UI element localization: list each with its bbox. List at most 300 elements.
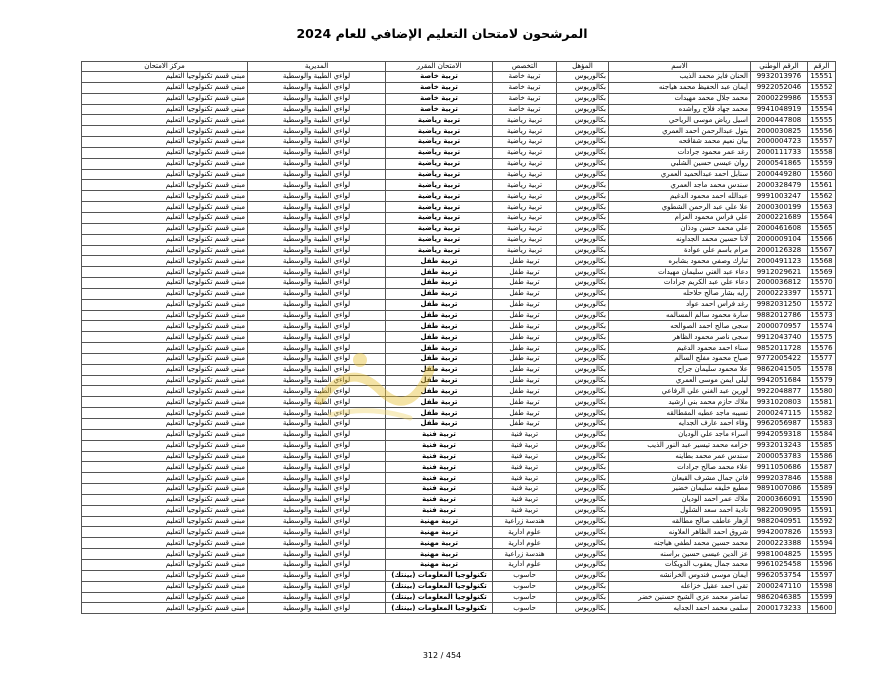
cell-exam-center: مبنى قسم تكنولوجيا التعليم <box>82 202 248 213</box>
cell-specialization: تربية طفل <box>493 408 557 419</box>
cell-national-id: 9772005422 <box>751 353 808 364</box>
cell-exam-center: مبنى قسم تكنولوجيا التعليم <box>82 484 248 495</box>
cell-exam: تربية مهنية <box>386 559 493 570</box>
cell-specialization: تربية طفل <box>493 321 557 332</box>
cell-specialization: تربية فنية <box>493 505 557 516</box>
cell-qualification: بكالوريوس <box>557 278 609 289</box>
cell-number: 15559 <box>808 158 836 169</box>
cell-national-id: 9942051684 <box>751 375 808 386</box>
cell-exam-center: مبنى قسم تكنولوجيا التعليم <box>82 527 248 538</box>
cell-exam-center: مبنى قسم تكنولوجيا التعليم <box>82 147 248 158</box>
table-row <box>82 419 836 430</box>
cell-directorate: لواءي الطيبة والوسطية <box>248 364 386 375</box>
cell-national-id: 2000004723 <box>751 137 808 148</box>
cell-national-id: 9862046385 <box>751 592 808 603</box>
cell-specialization: تربية طفل <box>493 343 557 354</box>
cell-exam-center: مبنى قسم تكنولوجيا التعليم <box>82 256 248 267</box>
cell-number: 15553 <box>808 93 836 104</box>
table-row <box>82 72 836 83</box>
cell-exam: تربية مهنية <box>386 538 493 549</box>
cell-qualification: بكالوريوس <box>557 310 609 321</box>
cell-number: 15586 <box>808 451 836 462</box>
cell-specialization: تربية رياضية <box>493 191 557 202</box>
cell-name: تبارك وصفي محمود بشابره <box>609 256 751 267</box>
cell-directorate: لواءي الطيبة والوسطية <box>248 484 386 495</box>
cell-directorate: لواءي الطيبة والوسطية <box>248 592 386 603</box>
cell-specialization: تربية خاصة <box>493 93 557 104</box>
cell-specialization: تربية رياضية <box>493 169 557 180</box>
cell-directorate: لواءي الطيبة والوسطية <box>248 147 386 158</box>
cell-exam: تربية طفل <box>386 397 493 408</box>
cell-national-id: 2000247115 <box>751 408 808 419</box>
cell-name: مطيع خليفه سليمان خضير <box>609 484 751 495</box>
cell-exam-center: مبنى قسم تكنولوجيا التعليم <box>82 462 248 473</box>
cell-name: ايمان عبد الحفيظ محمد هياجنه <box>609 82 751 93</box>
table-row <box>82 288 836 299</box>
table-row <box>82 212 836 223</box>
cell-exam-center: مبنى قسم تكنولوجيا التعليم <box>82 516 248 527</box>
cell-qualification: بكالوريوس <box>557 375 609 386</box>
cell-directorate: لواءي الطيبة والوسطية <box>248 245 386 256</box>
table-row <box>82 202 836 213</box>
cell-name: علاء محمد صالح جرادات <box>609 462 751 473</box>
cell-number: 15582 <box>808 408 836 419</box>
cell-directorate: لواءي الطيبة والوسطية <box>248 527 386 538</box>
col-header-number: الرقم <box>808 62 836 72</box>
cell-national-id: 9991003247 <box>751 191 808 202</box>
cell-name: علي فراس محمود العزام <box>609 212 751 223</box>
table-row <box>82 538 836 549</box>
cell-name: سجى صالح احمد الصوالحه <box>609 321 751 332</box>
cell-qualification: بكالوريوس <box>557 419 609 430</box>
cell-number: 15581 <box>808 397 836 408</box>
cell-directorate: لواءي الطيبة والوسطية <box>248 343 386 354</box>
col-header-specialization: التخصص <box>493 62 557 72</box>
cell-specialization: تربية طفل <box>493 364 557 375</box>
cell-number: 15583 <box>808 419 836 430</box>
cell-directorate: لواءي الطيبة والوسطية <box>248 332 386 343</box>
cell-exam: تربية طفل <box>386 332 493 343</box>
cell-number: 15554 <box>808 104 836 115</box>
table-row <box>82 169 836 180</box>
cell-exam: تربية رياضية <box>386 169 493 180</box>
cell-qualification: بكالوريوس <box>557 353 609 364</box>
cell-number: 15576 <box>808 343 836 354</box>
cell-name: الحنان فايز محمد الذيب <box>609 72 751 83</box>
cell-qualification: بكالوريوس <box>557 93 609 104</box>
cell-name: تقى احمد عقيل خزاعله <box>609 581 751 592</box>
cell-exam: تربية فنية <box>386 473 493 484</box>
table-row <box>82 386 836 397</box>
cell-exam: تربية رياضية <box>386 223 493 234</box>
cell-national-id: 9942059318 <box>751 429 808 440</box>
cell-name: عبدالله احمد محمود الدغيم <box>609 191 751 202</box>
table-row <box>82 256 836 267</box>
cell-specialization: تربية رياضية <box>493 202 557 213</box>
cell-qualification: بكالوريوس <box>557 570 609 581</box>
cell-national-id: 2000449280 <box>751 169 808 180</box>
cell-exam-center: مبنى قسم تكنولوجيا التعليم <box>82 451 248 462</box>
cell-national-id: 2000223388 <box>751 538 808 549</box>
cell-exam-center: مبنى قسم تكنولوجيا التعليم <box>82 234 248 245</box>
cell-national-id: 2000229986 <box>751 93 808 104</box>
candidates-table <box>81 61 836 614</box>
cell-directorate: لواءي الطيبة والوسطية <box>248 212 386 223</box>
cell-specialization: تربية طفل <box>493 256 557 267</box>
cell-exam: تربية مهنية <box>386 527 493 538</box>
cell-number: 15556 <box>808 126 836 137</box>
cell-national-id: 9961025458 <box>751 559 808 570</box>
table-row <box>82 158 836 169</box>
cell-qualification: بكالوريوس <box>557 408 609 419</box>
cell-national-id: 9941048919 <box>751 104 808 115</box>
watermark-logo <box>300 330 440 430</box>
cell-number: 15567 <box>808 245 836 256</box>
cell-directorate: لواءي الطيبة والوسطية <box>248 516 386 527</box>
cell-directorate: لواءي الطيبة والوسطية <box>248 440 386 451</box>
table-row <box>82 494 836 505</box>
table-row <box>82 191 836 202</box>
cell-name: روان عيسى حسين الشلبي <box>609 158 751 169</box>
cell-name: محمد جهاد فلاح رواشده <box>609 104 751 115</box>
cell-number: 15566 <box>808 234 836 245</box>
cell-national-id: 2000541865 <box>751 158 808 169</box>
cell-qualification: بكالوريوس <box>557 104 609 115</box>
table-row <box>82 505 836 516</box>
cell-number: 15595 <box>808 549 836 560</box>
cell-exam-center: مبنى قسم تكنولوجيا التعليم <box>82 440 248 451</box>
cell-exam: تربية فنية <box>386 462 493 473</box>
cell-qualification: بكالوريوس <box>557 494 609 505</box>
cell-exam-center: مبنى قسم تكنولوجيا التعليم <box>82 137 248 148</box>
col-header-qualification: المؤهل <box>557 62 609 72</box>
cell-qualification: بكالوريوس <box>557 549 609 560</box>
cell-qualification: بكالوريوس <box>557 332 609 343</box>
table-row <box>82 592 836 603</box>
cell-name: ازهار عاطف صالح مطالقه <box>609 516 751 527</box>
cell-directorate: لواءي الطيبة والوسطية <box>248 603 386 614</box>
cell-qualification: بكالوريوس <box>557 115 609 126</box>
cell-number: 15577 <box>808 353 836 364</box>
cell-exam-center: مبنى قسم تكنولوجيا التعليم <box>82 397 248 408</box>
table-row <box>82 516 836 527</box>
cell-specialization: هندسة زراعية <box>493 516 557 527</box>
cell-specialization: تربية فنية <box>493 484 557 495</box>
cell-national-id: 9862041505 <box>751 364 808 375</box>
table-row <box>82 267 836 278</box>
cell-exam: تربية رياضية <box>386 158 493 169</box>
cell-qualification: بكالوريوس <box>557 299 609 310</box>
cell-name: لورين عبد الغني علي الرفاعي <box>609 386 751 397</box>
cell-specialization: تربية طفل <box>493 353 557 364</box>
document-title: المرشحون لامتحان التعليم الإضافي للعام 2024 <box>296 26 588 41</box>
cell-qualification: بكالوريوس <box>557 82 609 93</box>
cell-specialization: تربية فنية <box>493 429 557 440</box>
cell-exam-center: مبنى قسم تكنولوجيا التعليم <box>82 494 248 505</box>
cell-exam-center: مبنى قسم تكنولوجيا التعليم <box>82 310 248 321</box>
cell-exam-center: مبنى قسم تكنولوجيا التعليم <box>82 473 248 484</box>
cell-directorate: لواءي الطيبة والوسطية <box>248 82 386 93</box>
cell-qualification: بكالوريوس <box>557 592 609 603</box>
cell-directorate: لواءي الطيبة والوسطية <box>248 321 386 332</box>
cell-exam-center: مبنى قسم تكنولوجيا التعليم <box>82 549 248 560</box>
cell-exam-center: مبنى قسم تكنولوجيا التعليم <box>82 115 248 126</box>
cell-exam-center: مبنى قسم تكنولوجيا التعليم <box>82 223 248 234</box>
cell-exam-center: مبنى قسم تكنولوجيا التعليم <box>82 419 248 430</box>
cell-exam: تربية طفل <box>386 321 493 332</box>
cell-name: محمد جمال يعقوب الدويكات <box>609 559 751 570</box>
table-row <box>82 440 836 451</box>
col-header-national-id: الرقم الوطني <box>751 62 808 72</box>
cell-directorate: لواءي الطيبة والوسطية <box>248 202 386 213</box>
cell-directorate: لواءي الطيبة والوسطية <box>248 267 386 278</box>
cell-directorate: لواءي الطيبة والوسطية <box>248 559 386 570</box>
cell-qualification: بكالوريوس <box>557 473 609 484</box>
cell-name: محمد جلال محمد مهيدات <box>609 93 751 104</box>
cell-qualification: بكالوريوس <box>557 212 609 223</box>
cell-qualification: بكالوريوس <box>557 386 609 397</box>
cell-exam-center: مبنى قسم تكنولوجيا التعليم <box>82 386 248 397</box>
cell-name: سناء احمد محمود الدغيم <box>609 343 751 354</box>
cell-directorate: لواءي الطيبة والوسطية <box>248 288 386 299</box>
cell-exam: تربية فنية <box>386 429 493 440</box>
cell-qualification: بكالوريوس <box>557 245 609 256</box>
cell-number: 15552 <box>808 82 836 93</box>
cell-number: 15565 <box>808 223 836 234</box>
cell-exam: تربية رياضية <box>386 212 493 223</box>
cell-specialization: تربية خاصة <box>493 72 557 83</box>
cell-directorate: لواءي الطيبة والوسطية <box>248 104 386 115</box>
cell-name: لانا حسين محمد الجداونه <box>609 234 751 245</box>
cell-exam: تربية رياضية <box>386 147 493 158</box>
cell-directorate: لواءي الطيبة والوسطية <box>248 278 386 289</box>
cell-exam-center: مبنى قسم تكنولوجيا التعليم <box>82 603 248 614</box>
cell-name: اسيل رياض موسى الرياحي <box>609 115 751 126</box>
cell-number: 15575 <box>808 332 836 343</box>
table-row <box>82 332 836 343</box>
cell-name: سندس محمد ماجد العمري <box>609 180 751 191</box>
cell-exam: تربية مهنية <box>386 516 493 527</box>
cell-directorate: لواءي الطيبة والوسطية <box>248 299 386 310</box>
cell-national-id: 2000491123 <box>751 256 808 267</box>
cell-exam: تربية رياضية <box>386 234 493 245</box>
cell-number: 15568 <box>808 256 836 267</box>
cell-directorate: لواءي الطيبة والوسطية <box>248 494 386 505</box>
cell-exam-center: مبنى قسم تكنولوجيا التعليم <box>82 191 248 202</box>
cell-qualification: بكالوريوس <box>557 527 609 538</box>
cell-qualification: بكالوريوس <box>557 581 609 592</box>
cell-national-id: 2000328479 <box>751 180 808 191</box>
table-row <box>82 299 836 310</box>
cell-name: فاتن جمال مشرف القيعان <box>609 473 751 484</box>
cell-name: سلمى محمد احمد الجدايه <box>609 603 751 614</box>
cell-specialization: تربية خاصة <box>493 104 557 115</box>
table-row <box>82 549 836 560</box>
table-row <box>82 126 836 137</box>
cell-number: 15555 <box>808 115 836 126</box>
cell-directorate: لواءي الطيبة والوسطية <box>248 462 386 473</box>
cell-number: 15587 <box>808 462 836 473</box>
cell-exam-center: مبنى قسم تكنولوجيا التعليم <box>82 581 248 592</box>
cell-exam-center: مبنى قسم تكنولوجيا التعليم <box>82 559 248 570</box>
cell-name: ليلى ايمن موسى العمري <box>609 375 751 386</box>
cell-name: ملاك حازم محمد بني ارشيد <box>609 397 751 408</box>
cell-qualification: بكالوريوس <box>557 158 609 169</box>
cell-name: سنابل احمد عبدالحميد العمري <box>609 169 751 180</box>
table-row <box>82 375 836 386</box>
cell-qualification: بكالوريوس <box>557 267 609 278</box>
cell-number: 15580 <box>808 386 836 397</box>
cell-name: ايمان موسى فندوس الخرانشه <box>609 570 751 581</box>
cell-exam-center: مبنى قسم تكنولوجيا التعليم <box>82 245 248 256</box>
table-row <box>82 310 836 321</box>
cell-exam: تربية فنية <box>386 494 493 505</box>
table-row <box>82 343 836 354</box>
cell-national-id: 2000053783 <box>751 451 808 462</box>
table-row <box>82 93 836 104</box>
cell-specialization: علوم ادارية <box>493 538 557 549</box>
cell-exam: تربية رياضية <box>386 245 493 256</box>
cell-directorate: لواءي الطيبة والوسطية <box>248 137 386 148</box>
cell-directorate: لواءي الطيبة والوسطية <box>248 234 386 245</box>
cell-name: علي محمد حسن ودذان <box>609 223 751 234</box>
cell-qualification: بكالوريوس <box>557 603 609 614</box>
cell-number: 15578 <box>808 364 836 375</box>
cell-name: سارة محمود سالم المسالمه <box>609 310 751 321</box>
table-row <box>82 321 836 332</box>
table-row <box>82 115 836 126</box>
cell-national-id: 9822009095 <box>751 505 808 516</box>
cell-national-id: 9882012786 <box>751 310 808 321</box>
cell-exam: تربية طفل <box>386 256 493 267</box>
cell-national-id: 2000447808 <box>751 115 808 126</box>
cell-directorate: لواءي الطيبة والوسطية <box>248 93 386 104</box>
cell-exam-center: مبنى قسم تكنولوجيا التعليم <box>82 408 248 419</box>
cell-exam: تربية فنية <box>386 484 493 495</box>
cell-specialization: تربية طفل <box>493 386 557 397</box>
cell-exam-center: مبنى قسم تكنولوجيا التعليم <box>82 505 248 516</box>
cell-specialization: تربية فنية <box>493 462 557 473</box>
table-row <box>82 353 836 364</box>
cell-name: دعاء علي عبد الكريم جرادات <box>609 278 751 289</box>
cell-exam: تربية رياضية <box>386 126 493 137</box>
cell-name: علا علي عبد الرحمن الشطوي <box>609 202 751 213</box>
cell-national-id: 2000126328 <box>751 245 808 256</box>
cell-exam: تربية فنية <box>386 440 493 451</box>
cell-exam-center: مبنى قسم تكنولوجيا التعليم <box>82 72 248 83</box>
cell-number: 15557 <box>808 137 836 148</box>
cell-specialization: تربية رياضية <box>493 180 557 191</box>
cell-specialization: تربية رياضية <box>493 126 557 137</box>
cell-number: 15589 <box>808 484 836 495</box>
cell-exam: تكنولوجيا المعلومات (بينتك) <box>386 570 493 581</box>
table-row <box>82 104 836 115</box>
cell-directorate: لواءي الطيبة والوسطية <box>248 451 386 462</box>
cell-number: 15551 <box>808 72 836 83</box>
cell-directorate: لواءي الطيبة والوسطية <box>248 408 386 419</box>
cell-directorate: لواءي الطيبة والوسطية <box>248 581 386 592</box>
cell-number: 15562 <box>808 191 836 202</box>
cell-qualification: بكالوريوس <box>557 126 609 137</box>
cell-exam-center: مبنى قسم تكنولوجيا التعليم <box>82 353 248 364</box>
cell-national-id: 2000461608 <box>751 223 808 234</box>
cell-qualification: بكالوريوس <box>557 256 609 267</box>
cell-name: اسراء ماجد علي الوديان <box>609 429 751 440</box>
cell-exam: تربية طفل <box>386 408 493 419</box>
cell-name: سجى ناصر محمود الظاهر <box>609 332 751 343</box>
cell-national-id: 2000221689 <box>751 212 808 223</box>
cell-name: وفاء احمد عارف الجدايه <box>609 419 751 430</box>
cell-exam: تربية طفل <box>386 364 493 375</box>
cell-specialization: تربية خاصة <box>493 82 557 93</box>
table-row <box>82 364 836 375</box>
cell-qualification: بكالوريوس <box>557 321 609 332</box>
cell-national-id: 2000070957 <box>751 321 808 332</box>
cell-national-id: 2000036812 <box>751 278 808 289</box>
cell-exam: تربية خاصة <box>386 82 493 93</box>
cell-national-id: 9932013243 <box>751 440 808 451</box>
cell-specialization: تربية طفل <box>493 375 557 386</box>
cell-name: نسيبه ماجد عطيه المقطالقه <box>609 408 751 419</box>
cell-exam-center: مبنى قسم تكنولوجيا التعليم <box>82 364 248 375</box>
cell-exam-center: مبنى قسم تكنولوجيا التعليم <box>82 126 248 137</box>
cell-national-id: 9922048877 <box>751 386 808 397</box>
cell-exam: تكنولوجيا المعلومات (بينتك) <box>386 592 493 603</box>
col-header-name: الاسم <box>609 62 751 72</box>
cell-national-id: 9911050686 <box>751 462 808 473</box>
cell-specialization: حاسوب <box>493 570 557 581</box>
cell-number: 15592 <box>808 516 836 527</box>
cell-exam-center: مبنى قسم تكنولوجيا التعليم <box>82 93 248 104</box>
table-row <box>82 234 836 245</box>
cell-qualification: بكالوريوس <box>557 234 609 245</box>
cell-exam-center: مبنى قسم تكنولوجيا التعليم <box>82 592 248 603</box>
cell-number: 15558 <box>808 147 836 158</box>
table-row <box>82 581 836 592</box>
cell-qualification: بكالوريوس <box>557 169 609 180</box>
cell-number: 15599 <box>808 592 836 603</box>
table-row <box>82 180 836 191</box>
cell-specialization: تربية رياضية <box>493 137 557 148</box>
cell-directorate: لواءي الطيبة والوسطية <box>248 158 386 169</box>
cell-specialization: تربية طفل <box>493 267 557 278</box>
cell-directorate: لواءي الطيبة والوسطية <box>248 473 386 484</box>
cell-exam-center: مبنى قسم تكنولوجيا التعليم <box>82 267 248 278</box>
table-row <box>82 527 836 538</box>
cell-specialization: حاسوب <box>493 581 557 592</box>
cell-national-id: 2000366091 <box>751 494 808 505</box>
cell-specialization: تربية طفل <box>493 310 557 321</box>
cell-qualification: بكالوريوس <box>557 180 609 191</box>
table-row <box>82 223 836 234</box>
cell-exam-center: مبنى قسم تكنولوجيا التعليم <box>82 180 248 191</box>
cell-specialization: تربية رياضية <box>493 158 557 169</box>
cell-exam-center: مبنى قسم تكنولوجيا التعليم <box>82 82 248 93</box>
cell-qualification: بكالوريوس <box>557 484 609 495</box>
cell-specialization: تربية رياضية <box>493 234 557 245</box>
cell-directorate: لواءي الطيبة والوسطية <box>248 126 386 137</box>
table-row <box>82 570 836 581</box>
table-row <box>82 408 836 419</box>
cell-exam: تربية خاصة <box>386 104 493 115</box>
cell-national-id: 2000009104 <box>751 234 808 245</box>
cell-national-id: 9931020803 <box>751 397 808 408</box>
cell-national-id: 9882040951 <box>751 516 808 527</box>
cell-specialization: تربية طفل <box>493 278 557 289</box>
cell-specialization: علوم ادارية <box>493 559 557 570</box>
col-header-exam-center: مركز الامتحان <box>82 62 248 72</box>
cell-exam: تربية خاصة <box>386 72 493 83</box>
